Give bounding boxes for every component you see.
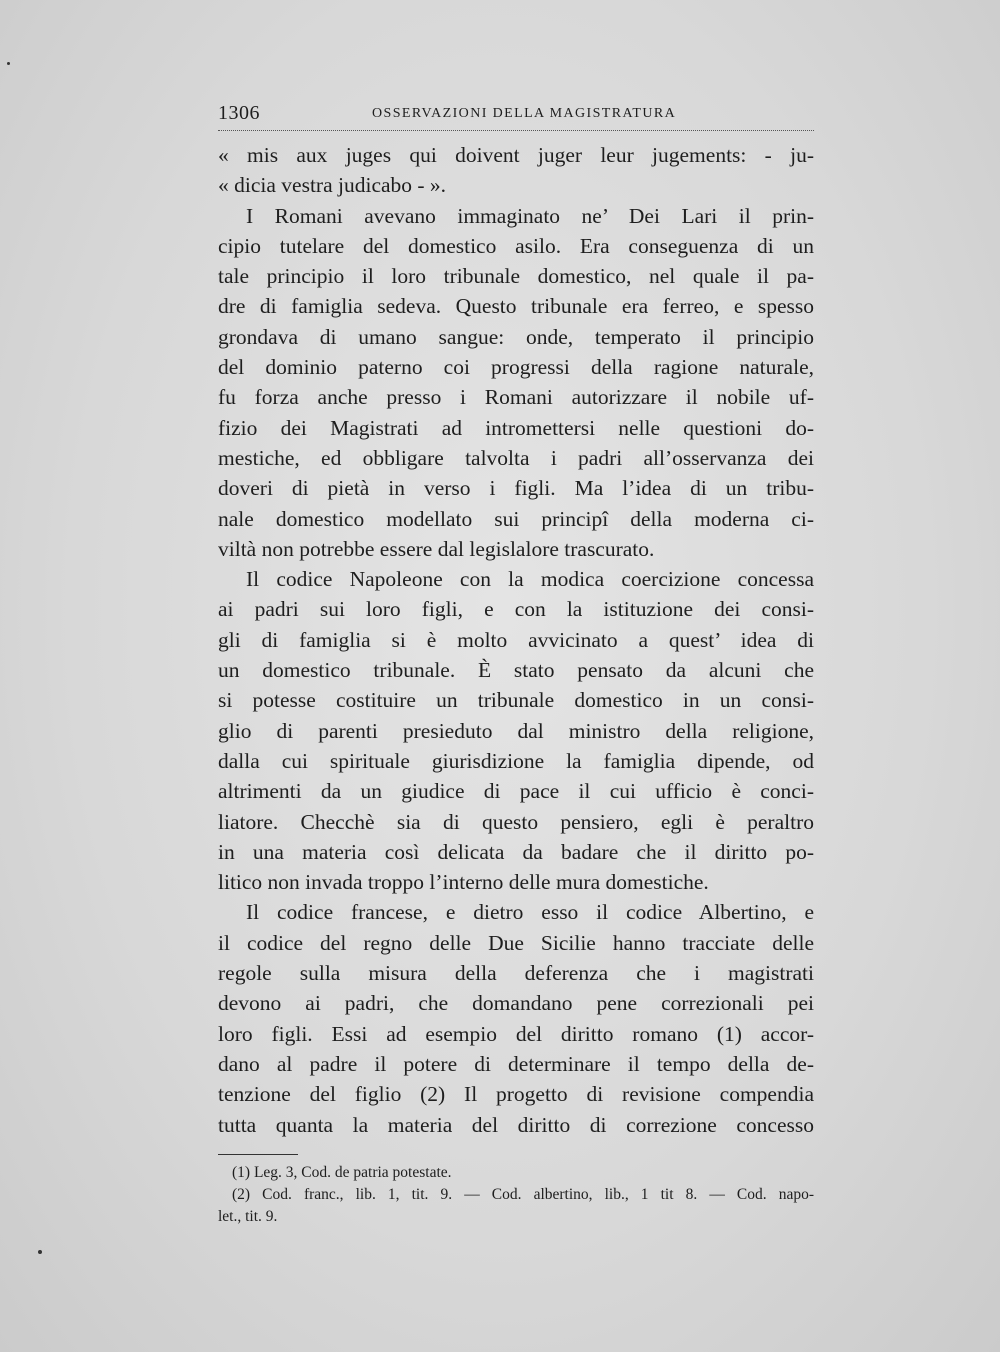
text-line: in una materia così delicata da badare che il diritto po-	[218, 839, 814, 864]
text-line: nale domestico modellato sui principî della moderna ci-	[218, 506, 814, 531]
scan-speck	[38, 1250, 42, 1254]
text-line: dalla cui spirituale giurisdizione la famiglia dipende, od	[218, 748, 814, 773]
footnotes	[218, 1162, 814, 1228]
page-number: 1306	[218, 102, 260, 124]
footnote-2: (2) Cod. franc., lib. 1, tit. 9. — Cod. albertino, lib., 1 tit 8. — Cod. napo-	[232, 1186, 814, 1203]
text-line: « mis aux juges qui doivent juger leur jugements: - ju-	[218, 143, 814, 167]
text-line: regole sulla misura della deferenza che i magistrati	[218, 961, 814, 986]
text-line: un domestico tribunale. È stato pensato da alcuni che	[218, 658, 814, 683]
text-line: loro figli. Essi ad esempio del diritto romano (1) accor-	[218, 1021, 814, 1046]
text-line: viltà non potrebbe essere dal legislalore trascurato.	[218, 536, 655, 561]
paragraph-start-line: Il codice francese, e dietro esso il codice Albertino, e	[246, 900, 814, 925]
text-line: dano al padre il potere di determinare il tempo della de-	[218, 1051, 814, 1076]
paragraph-start-line: Il codice Napoleone con la modica coercizione concessa	[246, 567, 814, 592]
text-line: glio di parenti presieduto dal ministro della religione,	[218, 718, 814, 743]
running-title: OSSERVAZIONI DELLA MAGISTRATURA	[372, 106, 677, 121]
text-line: altrimenti da un giudice di pace il cui ufficio è conci-	[218, 779, 814, 804]
text-line: mestiche, ed obbligare talvolta i padri all’osservanza dei	[218, 445, 814, 470]
text-line: il codice del regno delle Due Sicilie hanno tracciate delle	[218, 930, 814, 955]
text-line: « dicia vestra judicabo - ».	[218, 173, 447, 198]
footnote-2-continuation: let., tit. 9.	[218, 1208, 278, 1225]
header-rule	[218, 130, 814, 131]
paragraph-start-line: I Romani avevano immaginato ne’ Dei Lari il prin-	[246, 203, 814, 228]
text-line: tenzione del figlio (2) Il progetto di revisione compendia	[218, 1082, 814, 1107]
text-line: fu forza anche presso i Romani autorizzare il nobile uf-	[218, 385, 814, 410]
text-line: doveri di pietà in verso i figli. Ma l’idea di un tribu-	[218, 476, 814, 501]
text-line: grondava di umano sangue: onde, temperato il principio	[218, 324, 814, 349]
text-line: dre di famiglia sedeva. Questo tribunale era ferreo, e spesso	[218, 294, 814, 319]
text-line: tutta quanta la materia del diritto di correzione concesso	[218, 1112, 814, 1137]
footnote-1: (1) Leg. 3, Cod. de patria potestate.	[232, 1164, 452, 1181]
scan-speck	[7, 62, 10, 65]
text-line: liatore. Checchè sia di questo pensiero, egli è peraltro	[218, 809, 814, 834]
text-line: ai padri sui loro figli, e con la istituzione dei consi-	[218, 597, 814, 622]
text-line: devono ai padri, che domandano pene correzionali pei	[218, 991, 814, 1016]
text-line: litico non invada troppo l’interno delle mura domestiche.	[218, 870, 709, 895]
text-line: gli di famiglia si è molto avvicinato a quest’ idea di	[218, 627, 814, 652]
footnote-separator	[218, 1154, 298, 1155]
body-text	[218, 140, 814, 1140]
text-line: fizio dei Magistrati ad intromettersi nelle questioni do-	[218, 415, 814, 440]
text-line: del dominio paterno coi progressi della ragione naturale,	[218, 355, 814, 380]
text-line: si potesse costituire un tribunale domestico in un consi-	[218, 688, 814, 713]
text-line: cipio tutelare del domestico asilo. Era conseguenza di un	[218, 233, 814, 258]
page-header	[218, 98, 814, 128]
text-line: tale principio il loro tribunale domestico, nel quale il pa-	[218, 264, 814, 289]
